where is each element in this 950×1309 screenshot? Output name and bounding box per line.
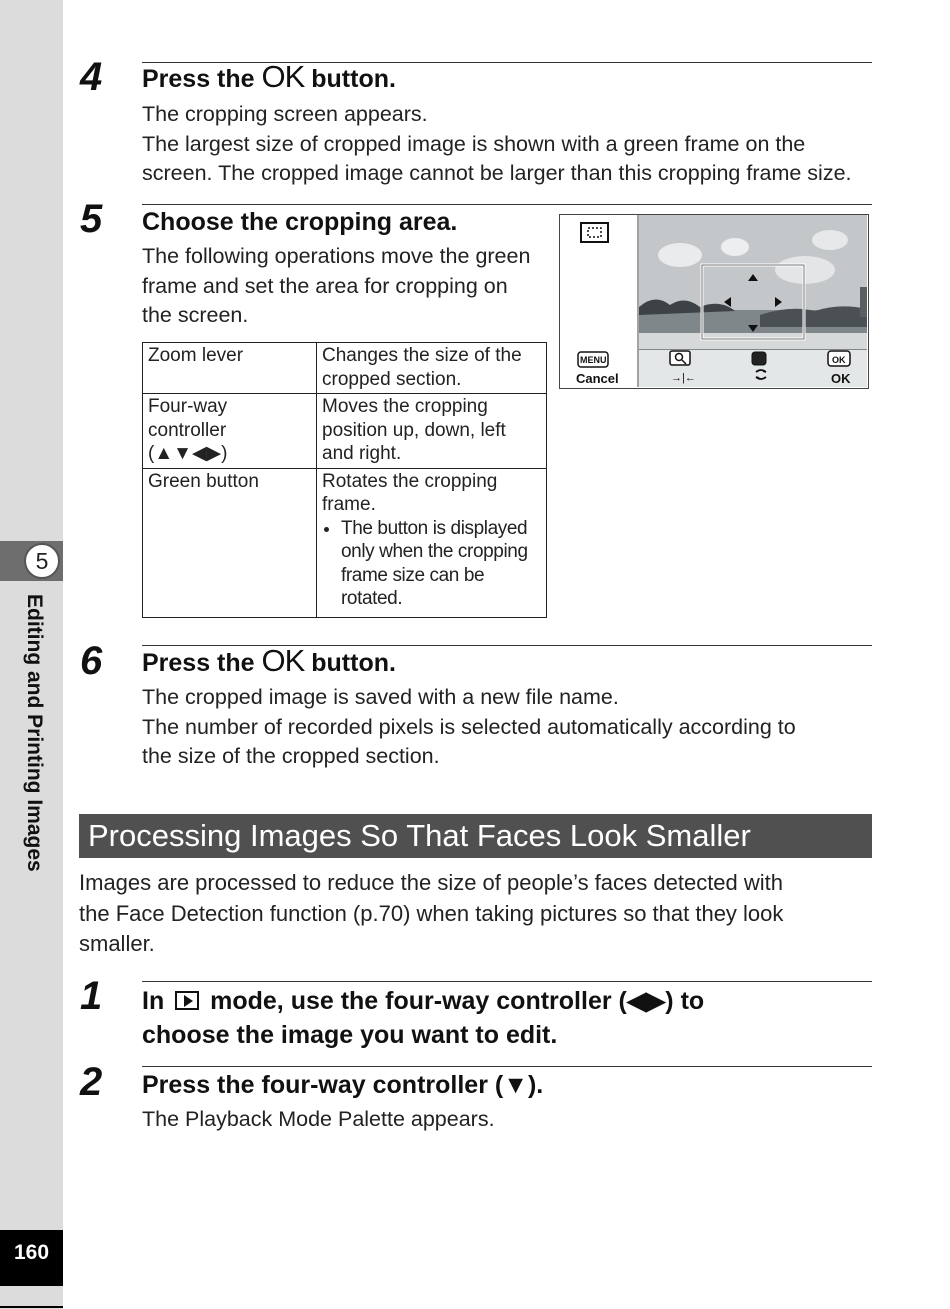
ok-key-text: OK: [832, 355, 846, 365]
step-number: 2: [80, 1060, 103, 1104]
cell-line: (▲▼◀▶): [148, 443, 228, 464]
camera-screen-illustration: [559, 214, 869, 389]
table-cell-control: [143, 394, 317, 469]
heading-line: choose the image you want to edit.: [142, 1021, 558, 1049]
green-button-icon: [752, 352, 766, 365]
body-line: the screen.: [142, 303, 249, 327]
step-heading: [142, 59, 396, 94]
chapter-number: 5: [24, 543, 60, 579]
cell-line: position up, down, left: [322, 419, 506, 441]
cancel-label: Cancel: [576, 371, 619, 386]
note-list: [322, 517, 541, 611]
body-line: The cropped image is saved with a new file name.: [142, 685, 619, 709]
cell-line: Four-way: [148, 396, 228, 417]
table-cell-control: [143, 468, 317, 617]
note-item: [341, 517, 541, 611]
body-line: screen. The cropped image cannot be larger than this cropping frame size.: [142, 161, 852, 185]
body-line: The following operations move the green: [142, 244, 531, 268]
playback-icon: [175, 991, 199, 1010]
svg-text:→|←: →|←: [671, 372, 696, 384]
step-heading: Press the four-way controller (▼).: [142, 1071, 544, 1099]
table-row: [143, 394, 547, 469]
step-divider: [142, 981, 872, 982]
step-body: [142, 1105, 495, 1135]
step-divider: [142, 204, 872, 205]
step-heading-text: mode, use the four-way controller (◀▶) to: [210, 987, 705, 1015]
step-heading-text: In: [142, 987, 165, 1015]
body-line: The largest size of cropped image is shown with a green frame on the: [142, 131, 806, 156]
step-heading: [142, 984, 704, 1052]
step-heading-text: Press the: [142, 65, 255, 93]
body-line: the Face Detection function (p.70) when taking pictures so that they look: [79, 900, 784, 926]
step-number: 1: [80, 974, 103, 1018]
step-body: [142, 683, 796, 772]
section-intro: [79, 868, 874, 960]
controls-table: [142, 342, 547, 618]
body-line: The cropping screen appears.: [142, 102, 428, 126]
ok-button-icon: OK: [261, 643, 305, 678]
table-cell-action: [317, 343, 547, 394]
chapter-title: Editing and Printing Images: [23, 594, 46, 872]
step-heading: Choose the cropping area.: [142, 208, 458, 236]
step-body: [142, 242, 542, 331]
table-cell-control: [143, 343, 317, 394]
cell-line: The button is displayed: [341, 517, 528, 539]
page-number: 160: [0, 1230, 63, 1286]
cell-line: Changes the size of the: [322, 345, 522, 366]
body-line: smaller.: [79, 931, 155, 956]
body-line: The Playback Mode Palette appears.: [142, 1107, 495, 1131]
body-line: the size of the cropped section.: [142, 744, 440, 768]
cell-line: rotated.: [341, 588, 403, 609]
crop-mode-icon: [581, 223, 608, 242]
ok-button-icon: OK: [261, 59, 305, 94]
body-line: The number of recorded pixels is selected automatically according to: [142, 714, 796, 739]
step-heading-text: Press the: [142, 649, 255, 677]
camera-screen-graphic: [560, 215, 867, 387]
cell-line: controller: [148, 419, 227, 441]
table-cell-action: [317, 394, 547, 469]
table-row: [143, 468, 547, 617]
step-heading-text: button.: [311, 65, 396, 93]
table-row: [143, 343, 547, 394]
menu-key-text: MENU: [580, 355, 607, 365]
step-heading: [142, 643, 396, 678]
cell-line: and right.: [322, 443, 402, 464]
table-cell-action: [317, 468, 547, 617]
body-line: frame and set the area for cropping on: [142, 273, 508, 298]
body-line: Images are processed to reduce the size of people’s faces detected with: [79, 870, 784, 895]
cell-line: Moves the cropping: [322, 396, 488, 417]
cell-line: frame size can be: [341, 564, 485, 586]
step-number: 6: [80, 639, 103, 683]
guide-bar: [639, 350, 867, 387]
step-heading-text: button.: [311, 649, 396, 677]
cell-line: Rotates the cropping: [322, 470, 498, 492]
section-title: Processing Images So That Faces Look Smaller: [79, 814, 872, 858]
step-number: 4: [80, 55, 103, 99]
step-divider: [142, 1066, 872, 1067]
cell-line: frame.: [322, 494, 376, 515]
page-number-rule: [0, 1306, 63, 1308]
cell-line: cropped section.: [322, 368, 462, 390]
cell-line: Green button: [148, 470, 259, 492]
cell-line: only when the cropping: [341, 541, 528, 562]
heading-line: [142, 984, 704, 1018]
step-body: [142, 100, 852, 189]
step-number: 5: [80, 197, 103, 241]
ok-label: OK: [831, 371, 851, 386]
cell-line: Zoom lever: [148, 345, 244, 366]
